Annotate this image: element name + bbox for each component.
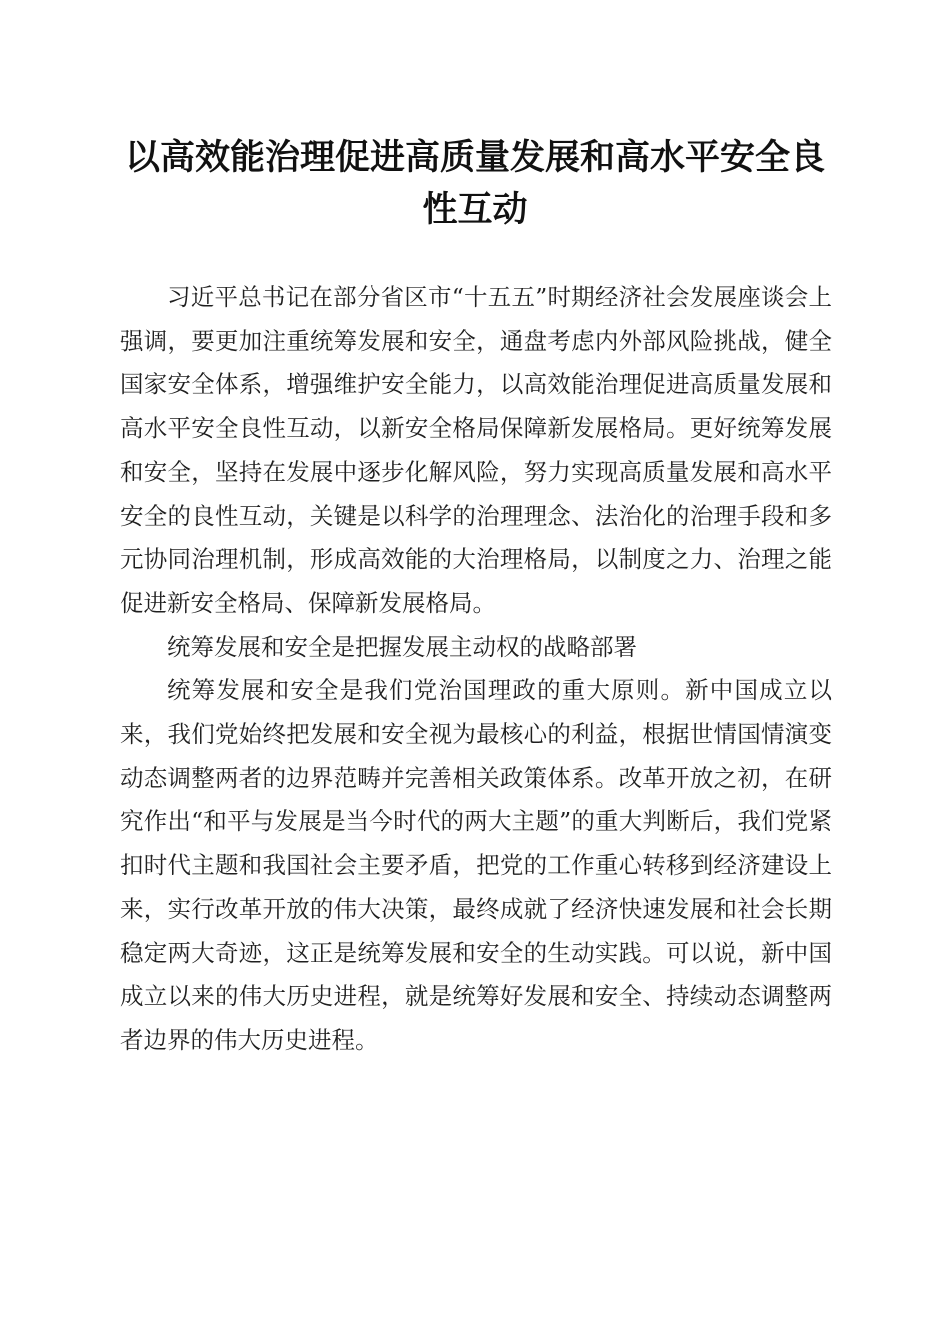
paragraph-intro: 习近平总书记在部分省区市“十五五”时期经济社会发展座谈会上强调，要更加注重统筹发展和安全，通盘考虑内外部风险挑战，健全国家安全体系，增强维护安全能力，以高效能治理促进高质量发展和高水平安全良性互动，以新安全格局保障新发展格局。更好统筹发展和安全，坚持在发展中逐步化解风险，努力实现高质量发展和高水平安全的良性互动，关键是以科学的治理理念、法治化的治理手段和多元协同治理机制，形成高效能的大治理格局，以制度之力、治理之能促进新安全格局、保障新发展格局。 — [120, 283, 832, 617]
paragraph-history: 统筹发展和安全是我们党治国理政的重大原则。新中国成立以来，我们党始终把发展和安全视为最核心的利益，根据世情国情演变动态调整两者的边界范畴并完善相关政策体系。改革开放之初，在研究作出“和平与发展是当今时代的两大主题”的重大判断后，我们党紧扣时代主题和我国社会主要矛盾，把党的工作重心转移到经济建设上来，实行改革开放的伟大决策，最终成就了经济快速发展和社会长期稳定两大奇迹，这正是统筹发展和安全的生动实践。可以说，新中国成立以来的伟大历史进程，就是统筹好发展和安全、持续动态调整两者边界的伟大历史进程。 — [120, 676, 832, 1054]
document-title: 以高效能治理促进高质量发展和高水平安全良性互动 — [124, 137, 825, 230]
document-body — [120, 276, 832, 1063]
section-subheading: 统筹发展和安全是把握发展主动权的战略部署 — [167, 632, 637, 661]
